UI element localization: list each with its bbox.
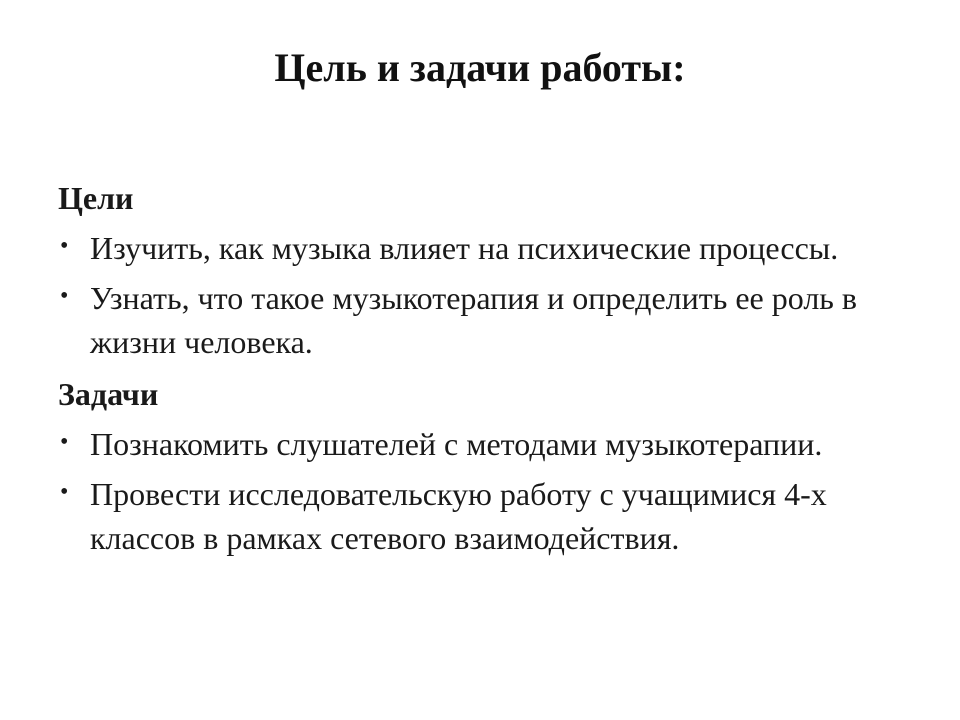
bullet-icon: • [60,233,69,259]
bullet-text: Узнать, что такое музыкотерапия и определить ее роль в жизни человека. [90,280,857,360]
goals-list [58,226,918,364]
list-item [58,472,918,560]
tasks-heading: Задачи [58,376,159,412]
bullet-text: Изучить, как музыка влияет на психические процессы. [90,230,839,266]
tasks-list [58,422,918,560]
list-item [58,422,918,466]
bullet-icon: • [60,283,69,309]
slide-title: Цель и задачи работы: [274,45,686,90]
list-item [58,276,918,364]
list-item [58,226,918,270]
bullet-text: Познакомить слушателей с методами музыкотерапии. [90,426,823,462]
bullet-icon: • [60,479,69,505]
goals-heading: Цели [58,180,134,216]
bullet-text: Провести исследовательскую работу с учащимися 4-х классов в рамках сетевого взаимодействия. [90,476,827,556]
bullet-icon: • [60,429,69,455]
slide-content [58,178,918,566]
